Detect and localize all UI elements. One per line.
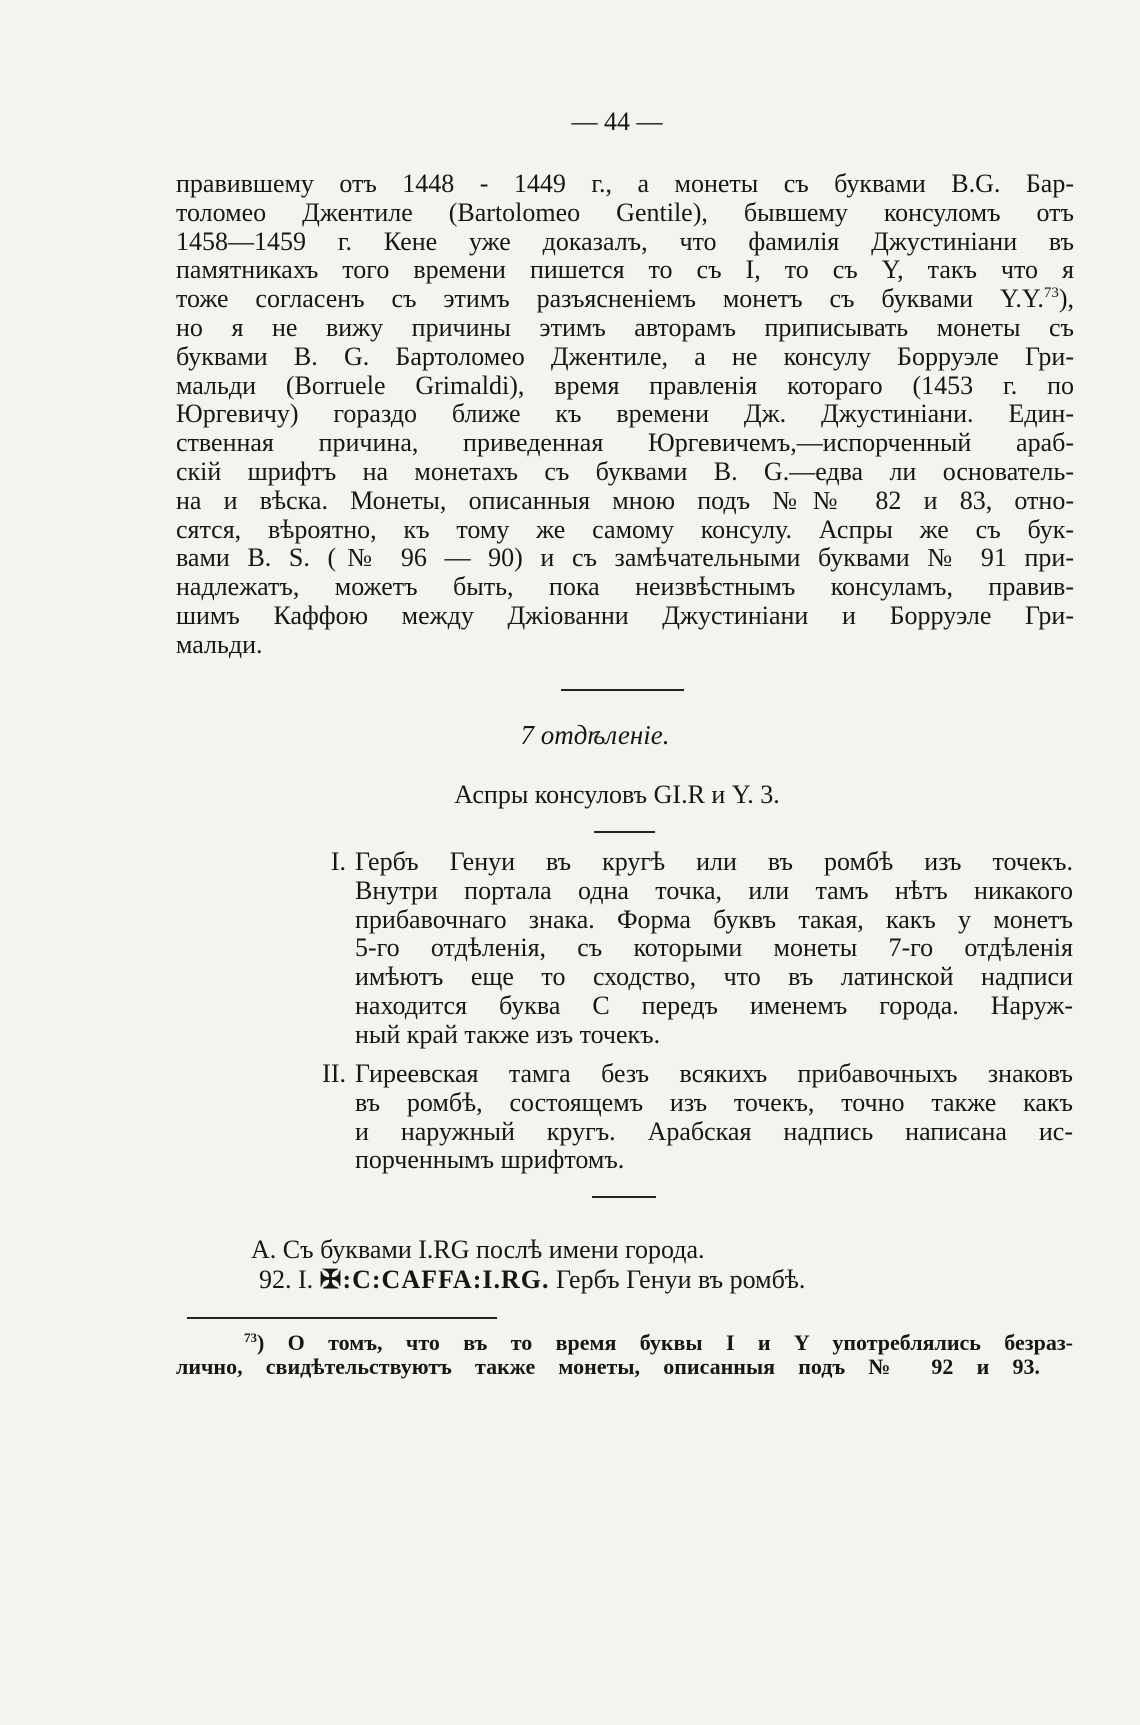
paragraph-line: но я не вижу причины этимъ авторамъ приписывать монеты съ xyxy=(176,312,1074,342)
variant-heading xyxy=(251,1235,705,1265)
item-line: Гербъ Генуи въ кругѣ или въ ромбѣ изъ точекъ. xyxy=(355,847,1073,876)
item-line: Внутри портала одна точка, или тамъ нѣтъ никакого xyxy=(355,875,1073,905)
coin-entry xyxy=(259,1265,805,1295)
paragraph-line: толомео Джентиле (Bartolomeo Gentile), бывшему консуломъ отъ xyxy=(176,197,1074,227)
item-line-last: порченнымъ шрифтомъ. xyxy=(355,1145,625,1175)
variant-label: А. xyxy=(251,1235,277,1264)
paragraph-line-last: мальди. xyxy=(176,629,263,659)
paragraph-line: памятникахъ того времени пишется то съ I, то съ Y, такъ что я xyxy=(176,255,1074,285)
item-line-last: ный край также изъ точекъ. xyxy=(355,1019,661,1049)
section-subheading: Аспры консуловъ GI.R и Y. 3. xyxy=(454,780,780,809)
paragraph-line: надлежатъ, можетъ быть, пока неизвѣстнымъ консуламъ, правив- xyxy=(176,572,1074,602)
item-description xyxy=(355,848,1073,1050)
paragraph-line: 1458—1459 г. Кене уже доказалъ, что фамилія Джустиніани въ xyxy=(176,226,1074,256)
coin-number: 92. xyxy=(259,1265,292,1294)
footnote-text: ) О томъ, что въ то время буквы I и Y употреблялись безраз- xyxy=(257,1330,1073,1355)
short-divider xyxy=(592,1196,656,1198)
item-line: Гиреевская тамга безъ всякихъ прибавочныхъ знаковъ xyxy=(355,1059,1073,1088)
section-heading: 7 отдѣленіе. xyxy=(520,720,670,750)
page-number: — 44 — xyxy=(571,107,663,136)
paragraph-line-text: тоже согласенъ съ этимъ разъясненіемъ монетъ съ буквами Y.Y. xyxy=(176,284,1044,314)
paragraph-line: буквами В. G. Бартоломео Джентиле, а не консулу Борруэле Гри- xyxy=(176,341,1074,371)
paragraph-line: мальди (Borruele Grimaldi), время правленія котораго (1453 г. по xyxy=(176,370,1074,400)
footnote-reference: 73 xyxy=(1043,285,1059,302)
item-line: и наружный кругъ. Арабская надпись написана ис- xyxy=(355,1116,1073,1146)
item-line: 5-го отдѣленія, съ которыми монеты 7-го отдѣленія xyxy=(355,933,1073,963)
footnote-line xyxy=(244,1331,1073,1355)
paragraph-line: вами В. S. (№ 96 — 90) и съ замѣчательными буквами № 91 при- xyxy=(176,543,1074,573)
item-label: I. xyxy=(330,847,346,876)
footnote-divider xyxy=(187,1317,497,1319)
paragraph-line: Юргевичу) гораздо ближе къ времени Дж. Джустиніани. Един- xyxy=(176,399,1074,429)
item-line: имѣютъ еще то сходство, что въ латинской надписи xyxy=(355,962,1073,992)
paragraph-line: сятся, вѣроятно, къ тому же самому консулу. Аспры же съ бук- xyxy=(176,514,1074,544)
footnote-line: лично, свидѣтельствуютъ также монеты, описанныя подъ № 92 и 93. xyxy=(176,1354,1040,1379)
paragraph-line: скій шрифтъ на монетахъ съ буквами В. G.—едва ли основатель- xyxy=(176,456,1074,486)
item-line: въ ромбѣ, состоящемъ изъ точекъ, точно также какъ xyxy=(355,1087,1073,1117)
paragraph-line: ственная причина, приведенная Юргевичемъ,—испорченный араб- xyxy=(176,428,1074,458)
paragraph-line xyxy=(176,285,1074,314)
main-paragraph xyxy=(176,170,1074,660)
variant-text: Съ буквами I.RG послѣ имени города. xyxy=(282,1235,705,1264)
coin-description: Гербъ Генуи въ ромбѣ. xyxy=(556,1265,806,1294)
paragraph-line-tail: ), xyxy=(1058,284,1074,314)
item-line: прибавочнаго знака. Форма буквъ такая, какъ у монетъ xyxy=(355,904,1073,934)
paragraph-line: шимъ Каффою между Джіованни Джустиніани и Борруэле Гри- xyxy=(176,600,1074,630)
coin-legend: ✠:C:CAFFA:I.RG. xyxy=(319,1265,550,1294)
paragraph-line: на и вѣска. Монеты, описанныя мною подъ №№ 82 и 83, отно- xyxy=(176,485,1074,515)
short-divider xyxy=(594,831,655,833)
paragraph-line: правившему отъ 1448 - 1449 г., а монеты съ буквами В.G. Бар- xyxy=(176,169,1074,198)
section-divider xyxy=(561,689,684,691)
item-line: находится буква C передъ именемъ города. Наруж- xyxy=(355,990,1073,1020)
item-label: II. xyxy=(322,1059,346,1088)
footnote-number: 73 xyxy=(244,1330,257,1345)
item-description xyxy=(355,1060,1073,1175)
coin-type: I. xyxy=(298,1265,314,1294)
